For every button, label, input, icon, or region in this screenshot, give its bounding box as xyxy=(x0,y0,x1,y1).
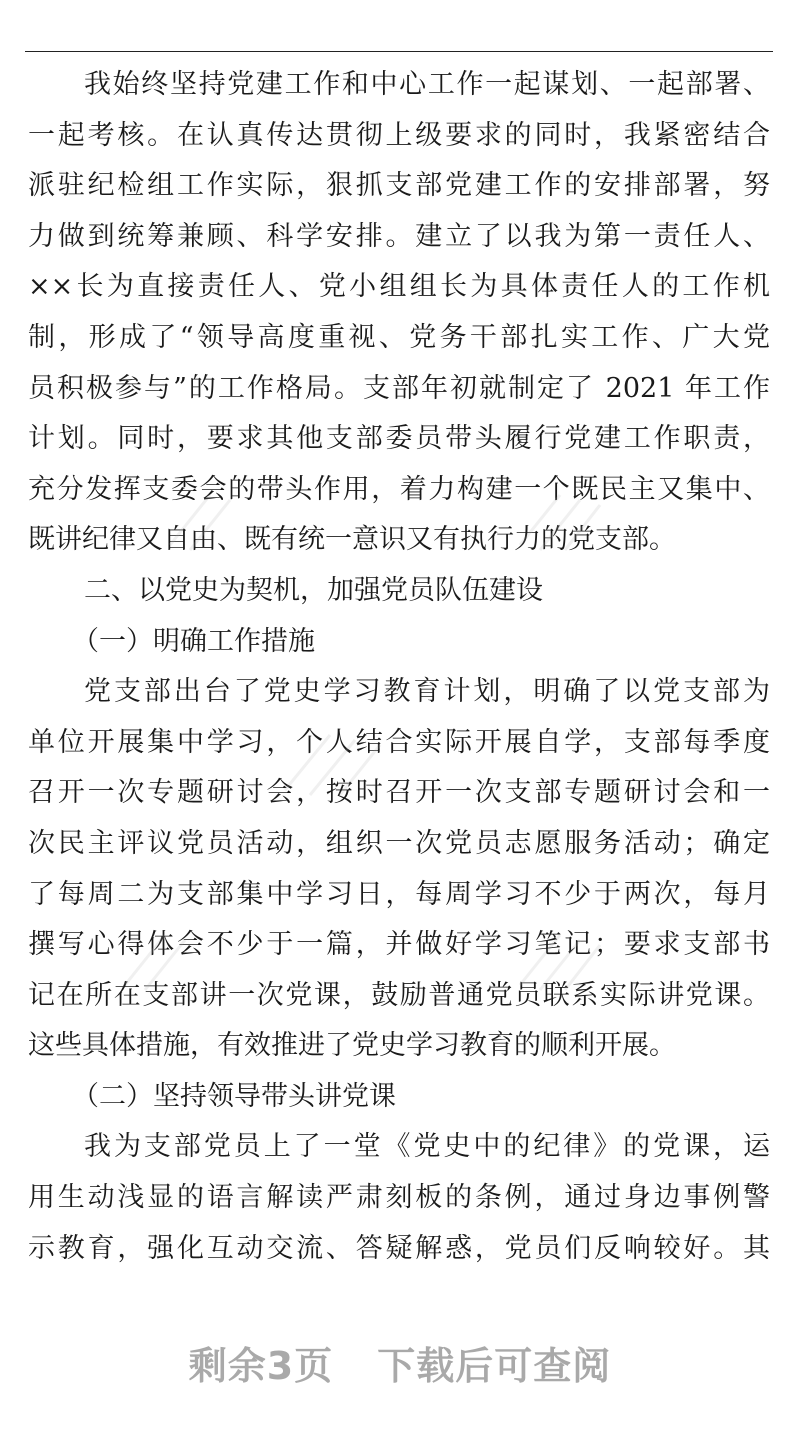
paragraph-line: 示教育，强化互动交流、答疑解惑，党员们反响较好。其 xyxy=(28,1232,770,1264)
paragraph-line: 我为支部党员上了一堂《党史中的纪律》的党课，运 xyxy=(84,1131,770,1163)
paragraph-line: 次民主评议党员活动，组织一次党员志愿服务活动；确定 xyxy=(28,827,770,859)
paragraph-line: 我始终坚持党建工作和中心工作一起谋划、一起部署、 xyxy=(84,69,770,100)
subsection-heading: （二）坚持领导带头讲党课 xyxy=(72,1080,396,1112)
paragraph-line: 制，形成了“领导高度重视、党务干部扎实工作、广大党 xyxy=(28,321,770,353)
remaining-pages-banner[interactable] xyxy=(0,1335,800,1390)
paragraph-line: 力做到统筹兼顾、科学安排。建立了以我为第一责任人、 xyxy=(28,220,770,252)
paragraph-line: 这些具体措施，有效推进了党史学习教育的顺利开展。 xyxy=(28,1030,676,1062)
paragraph-line: 计划。同时，要求其他支部委员带头履行党建工作职责， xyxy=(28,423,770,455)
section-heading: 二、以党史为契机，加强党员队伍建设 xyxy=(84,574,543,606)
paragraph-line: 召开一次专题研讨会，按时召开一次支部专题研讨会和一 xyxy=(28,777,770,809)
paragraph-line: ××长为直接责任人、党小组组长为具体责任人的工作机 xyxy=(28,271,770,303)
paragraph-line: 记在所在支部讲一次党课，鼓励普通党员联系实际讲党课。 xyxy=(28,979,770,1011)
paragraph-line: 既讲纪律又自由、既有统一意识又有执行力的党支部。 xyxy=(28,524,676,556)
download-hint-text: 下载后可查阅 xyxy=(377,1344,612,1388)
paragraph-line: 单位开展集中学习，个人结合实际开展自学，支部每季度 xyxy=(28,726,770,758)
paragraph-line: 用生动浅显的语言解读严肃刻板的条例，通过身边事例警 xyxy=(28,1182,770,1214)
subsection-heading: （一）明确工作措施 xyxy=(72,625,315,657)
paragraph-line: 一起考核。在认真传达贯彻上级要求的同时，我紧密结合 xyxy=(28,119,770,151)
paragraph-line: 撰写心得体会不少于一篇，并做好学习笔记；要求支部书 xyxy=(28,929,770,961)
paragraph-line: 了每周二为支部集中学习日，每周学习不少于两次，每月 xyxy=(28,878,770,910)
document-body xyxy=(28,60,770,1274)
paragraph-line: 派驻纪检组工作实际，狠抓支部党建工作的安排部署，努 xyxy=(28,170,770,202)
paragraph-line: 党支部出台了党史学习教育计划，明确了以党支部为 xyxy=(84,676,770,708)
header-rule xyxy=(25,51,773,52)
paragraph-line: 充分发挥支委会的带头作用，着力构建一个既民主又集中、 xyxy=(28,473,770,505)
remaining-pages-text: 剩余3页 xyxy=(188,1344,334,1388)
paragraph-line: 员积极参与”的工作格局。支部年初就制定了 2021 年工作 xyxy=(28,372,770,404)
